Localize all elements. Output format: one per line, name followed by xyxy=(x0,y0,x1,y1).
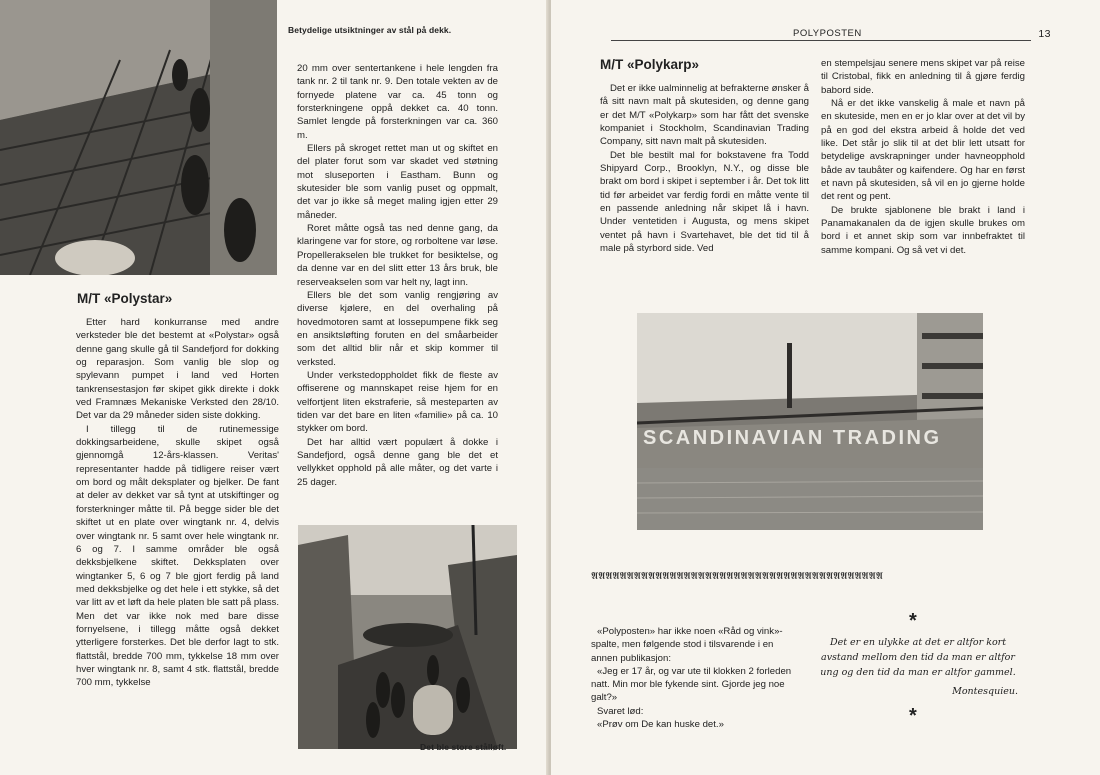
right-page xyxy=(551,0,1100,775)
paragraph: «Jeg er 17 år, og var ute til klokken 2 forleden natt. Min mor ble fykende sint. Gjorde jeg noe galt?» xyxy=(591,665,792,704)
photo-ship-hull xyxy=(637,313,983,530)
paragraph: Det er ikke ualminnelig at befrakterne ønsker å få sitt navn malt på skutesiden, og denne gang er det M/T «Polykarp» som har fått det svenske kompaniet i Stockholm, Scandinavian Trading Company, sitt navn malt på skutesiden. xyxy=(600,83,809,148)
polykarp-column-2 xyxy=(821,57,1025,257)
running-title: POLYPOSTEN xyxy=(793,28,862,39)
left-page xyxy=(0,0,549,775)
paragraph: Etter hard konkurranse med andre verksteder ble det bestemt at «Polystar» også denne gang skulle gå til Sandefjord for dokking og reparasjon. Som vanlig ble slop og spylevann pumpet i land ved Horten tankrensestasjon før skipet gikk direkte i dokk ved Framnæs Mekaniske Verksted den 28/10. Det var da 29 måneder siden siste dokking. xyxy=(76,317,279,422)
section-title-polystar: M/T «Polystar» xyxy=(77,291,173,306)
polystar-column-1 xyxy=(76,316,279,690)
paragraph: Det ble bestilt mal for bokstavene fra Todd Shipyard Corp., Brooklyn, N.Y., og disse ble brakt om bord i skipet i september i år. Det tok litt tid før arbeidet var ferdig fordi en måtte vente til en passende anledning når skipet lå i havn. Under ventetiden i Augusta, og mens skipet ventet på havn i Svartehavet, ble det tid til å male på styrbord side. Ved xyxy=(600,149,809,255)
running-header xyxy=(611,26,1051,41)
photo-steel-lift xyxy=(298,525,517,749)
paragraph: Ellers på skroget rettet man ut og skiftet en del plater forut som var skadet ved støtning mot sluseporten i Eastham. Bunn og skutesider ble som vanlig puset og oppmalt, det var jo ikke så meget maling igjen etter 29 måneder. xyxy=(297,143,498,221)
paragraph: I tillegg til de rutinemessige dokkingsarbeidene, skulle skipet også gjennomgå 12-års-klassen. Veritas' representanter hadde på tidligere reiser vært om bord og målt deksplater og bjelker. De fant at deler av dekket var så tynt at utskiftinger og forsterkninger måtte til. På begge sider ble det skiftet ut en plate over wingtank nr. 4, delvis over wingtank nr. 5 samt over hele wingtank nr. 6 og 7. I samme områder ble også dekksbjelkene skiftet. Dekksplaten over wingtanker 5, 6 og 7 ble gjort ferdig på land med dekksbjelke og det hele i ett stykke, så det var litt av et løft da hele platen ble satt på plass. Men det var ikke nok med bare disse fornyelsene, i tillegg måtte også dekket ytterligere forsterkes. Det ble derfor lagt to stk. flattstål, bredde 700 mm, tykkelse 18 mm over hver wingtank nr. 8, samt 4 stk. flattstål, bredde 700 mm, tykkelse xyxy=(76,423,279,689)
paragraph: en stempelsjau senere mens skipet var på reise til Cristobal, fikk en anledning til å gjøre ferdig babord side. xyxy=(821,58,1025,96)
quote-block xyxy=(818,635,1018,699)
paragraph: Ellers ble det som vanlig rengjøring av diverse kjølere, en del overhaling på hovedmotoren samt at lossepumpene fikk seg en ansiktsløfting foruten en del småarbeider som det alltid blir når et skip kommer til verksted. xyxy=(297,289,498,368)
star-ornament-top: * xyxy=(909,610,917,632)
bottom-photo-caption: Det ble store stålløft. xyxy=(420,742,507,752)
star-ornament-bottom: * xyxy=(909,705,917,727)
paragraph: De brukte sjablonene ble brakt i land i Panamakanalen da de igjen skulle brukes om bord i et annet skip som var innbefraktet til samme kompani. Og så vet vi det. xyxy=(821,204,1025,256)
paragraph: «Polyposten» har ikke noen «Råd og vink»-spalte, men følgende stod i tilsvarende i en annen publikasjon: xyxy=(591,626,783,664)
section-title-polykarp: M/T «Polykarp» xyxy=(600,57,700,72)
paragraph: «Prøv om De kan huske det.» xyxy=(597,719,724,731)
page-number: 13 xyxy=(1038,28,1051,40)
paragraph: Svaret lød: xyxy=(597,705,644,717)
polykarp-column-1 xyxy=(600,82,809,255)
paragraph: Nå er det ikke vanskelig å male et navn på en skuteside, men en er jo klar over at det vil by på en god del ekstra arbeid å holde det ved like. Det står jo slik til at det blir lett utsatt for betydelige avskrapninger under havneopphold både av taubåter og kaifendere. Og har en først et navn på skutesiden, så vil en jo gjerne holde det rent og pent. xyxy=(821,98,1025,203)
paragraph: Under verkstedoppholdet fikk de fleste av offiserene og mannskapet reise hjem for en velfortjent liten ekstraferie, så mesteparten av tiden var det bare en liten «familie» på ca. 10 stykker om bord. xyxy=(297,369,498,435)
polystar-column-2 xyxy=(297,62,498,489)
photo-deck-steel xyxy=(0,0,277,275)
quote-author: Montesquieu. xyxy=(952,686,1018,697)
quote-text: Det er en ulykke at det er altfor kort avstand mellom den tid da man er altfor ung og den tid da man er altfor gammel. xyxy=(820,637,1016,678)
hull-lettering: SCANDINAVIAN TRADING xyxy=(643,427,942,449)
paragraph: 20 mm over sentertankene i hele lengden fra tank nr. 2 til tank nr. 9. Den totale vekten av de fornyede platene var ca. 45 tonn og forsterkningene oppå dekket ca. 40 tonn. Samlet lengde på forsterkningen var ca. 360 m. xyxy=(297,63,498,141)
decorative-divider: 𝕬𝕬𝕬𝕬𝕬𝕬𝕬𝕬𝕬𝕬𝕬𝕬𝕬𝕬𝕬𝕬𝕬𝕬𝕬𝕬𝕬𝕬𝕬𝕬𝕬𝕬𝕬𝕬𝕬𝕬𝕬𝕬𝕬𝕬𝕬𝕬𝕬𝕬𝕬𝕬𝕬 xyxy=(591,571,883,582)
paragraph: Roret måtte også tas ned denne gang, da klaringene var for store, og rorboltene var løse. Propellerakselen ble trukket for besiktelse, og da denne var en del slitt etter 13 års bruk, ble reserveakselen som var helt ny, lagt inn. xyxy=(297,223,498,288)
paragraph: Det har alltid vært populært å dokke i Sandefjord, også denne gang ble det et vellykket opphold på alle måter, og det varte i 25 dager. xyxy=(297,436,498,488)
advice-column xyxy=(591,625,797,731)
top-photo-caption: Betydelige utsiktninger av stål på dekk. xyxy=(288,25,452,35)
